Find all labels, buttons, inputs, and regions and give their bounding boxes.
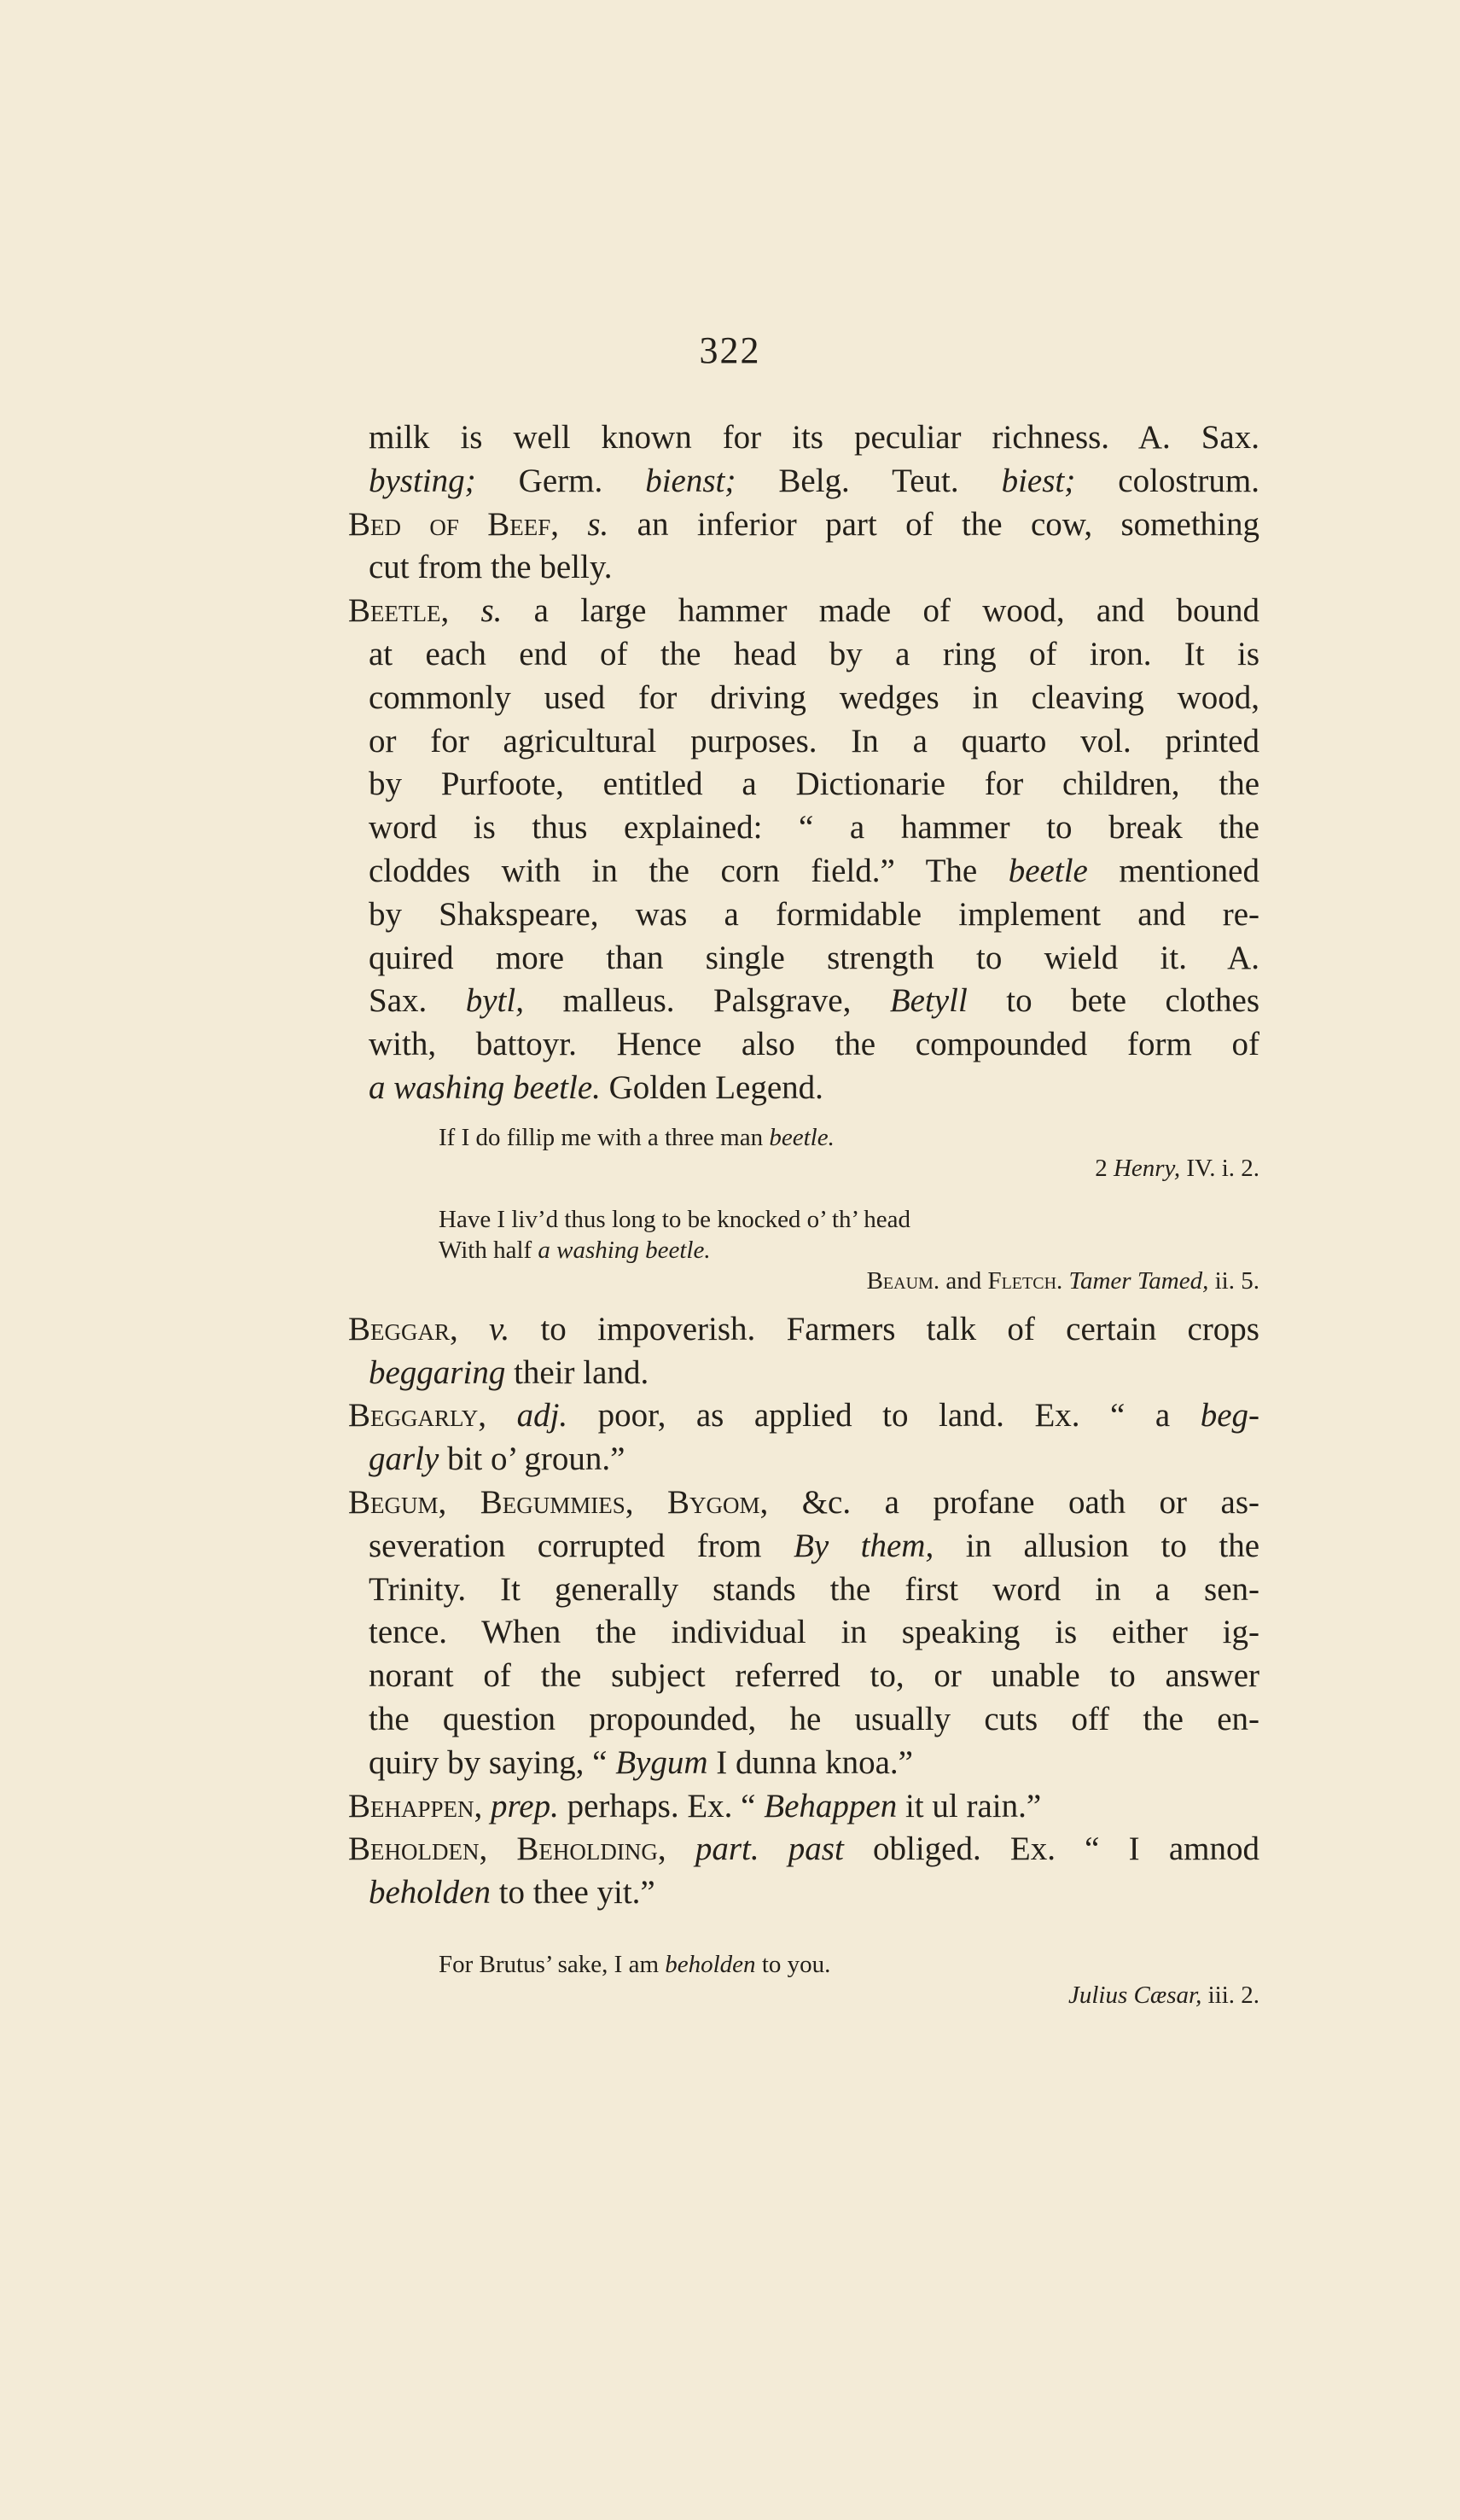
- entry-beggar: Beggar, v. to impoverish. Farmers talk of certain crops: [348, 1310, 1259, 1347]
- dictionary-text: [348, 416, 1259, 2011]
- page-number: 322: [699, 329, 761, 371]
- quotation-citation: Beaum. and Fletch. Tamer Tamed, ii. 5.: [866, 1266, 1259, 1295]
- text-line: beggaring their land.: [369, 1353, 649, 1391]
- entry-beholden: Beholden, Beholding, part. past obliged. Ex. “ I amnod: [348, 1830, 1259, 1868]
- text-line: beholden to thee yit.”: [369, 1874, 655, 1912]
- text-line: with, battoyr. Hence also the compounded form of: [369, 1026, 1259, 1063]
- text-line: norant of the subject referred to, or unable to answer: [369, 1657, 1259, 1695]
- text-line: commonly used for driving wedges in cleaving wood,: [369, 678, 1259, 716]
- entry-bed-of-beef: Bed of Beef, s. an inferior part of the cow, something: [348, 505, 1259, 543]
- text-line: bysting; Germ. bienst; Belg. Teut. biest; colostrum.: [369, 462, 1259, 499]
- text-line: garly bit o’ groun.”: [369, 1440, 625, 1478]
- text-line: cloddes with in the corn field.” The beetle mentioned: [369, 852, 1259, 889]
- quotation-line: If I do fillip me with a three man beetle.: [439, 1123, 835, 1151]
- text-line: milk is well known for its peculiar richness. A. Sax.: [369, 419, 1259, 456]
- text-line: or for agricultural purposes. In a quarto vol. printed: [369, 722, 1259, 759]
- entry-beetle: Beetle, s. a large hammer made of wood, and bound: [348, 592, 1259, 630]
- text-line: cut from the belly.: [369, 549, 613, 586]
- text-line: by Purfoote, entitled a Dictionarie for children, the: [369, 765, 1259, 803]
- entry-begum: Begum, Begummies, Bygom, &c. a profane oath or as-: [348, 1483, 1259, 1521]
- text-line: a washing beetle. Golden Legend.: [369, 1068, 823, 1106]
- quotation-citation: Julius Cæsar, iii. 2.: [1068, 1981, 1259, 2009]
- entry-beggarly: Beggarly, adj. poor, as applied to land. Ex. “ a beg-: [348, 1397, 1259, 1435]
- text-line: by Shakspeare, was a formidable implement and re-: [369, 895, 1259, 933]
- text-line: Sax. bytl, malleus. Palsgrave, Betyll to bete clothes: [369, 982, 1259, 1020]
- quotation-line: For Brutus’ sake, I am beholden to you.: [439, 1950, 831, 1978]
- text-line: word is thus explained: “ a hammer to break the: [369, 809, 1259, 847]
- quotation-line: With half a washing beetle.: [439, 1236, 711, 1264]
- text-line: at each end of the head by a ring of iron. It is: [369, 635, 1259, 672]
- quotation-line: Have I liv’d thus long to be knocked o’ th’ head: [439, 1205, 910, 1233]
- text-line: Trinity. It generally stands the first word in a sen-: [369, 1570, 1259, 1608]
- text-line: severation corrupted from By them, in allusion to the: [369, 1527, 1259, 1564]
- text-line: the question propounded, he usually cuts off the en-: [369, 1700, 1259, 1737]
- quotation-citation: 2 Henry, IV. i. 2.: [1095, 1154, 1259, 1182]
- entry-behappen: Behappen, prep. perhaps. Ex. “ Behappen it ul rain.”: [348, 1787, 1042, 1825]
- text-line: quired more than single strength to wield it. A.: [369, 939, 1259, 976]
- text-line: tence. When the individual in speaking is either ig-: [369, 1614, 1259, 1651]
- text-line: quiry by saying, “ Bygum I dunna knoa.”: [369, 1743, 913, 1781]
